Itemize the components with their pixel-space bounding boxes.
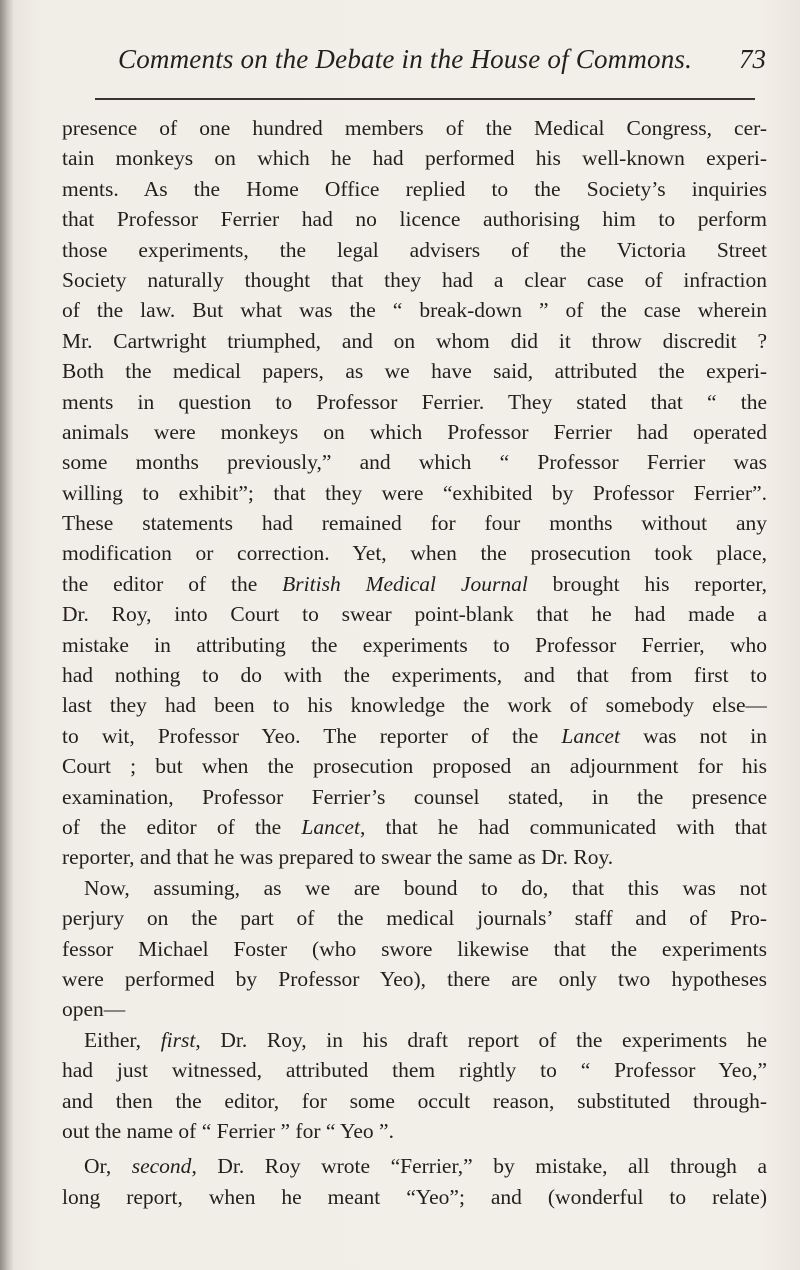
text-line: fessor Michael Foster (who swore likewise that the experiments <box>62 936 767 961</box>
header-rule <box>95 98 755 100</box>
text-line: tain monkeys on which he had performed his well-known experi- <box>62 146 767 171</box>
text-line: those experiments, the legal advisers of the Victoria Street <box>62 237 767 262</box>
emphasis-first: first <box>160 1027 196 1052</box>
body-text <box>62 113 767 1212</box>
text-line: willing to exhibit”; that they were “exhibited by Professor Ferrier”. <box>62 480 767 505</box>
text-line <box>62 569 767 599</box>
text-line: animals were monkeys on which Professor Ferrier had operated <box>62 419 767 444</box>
text-line: Court ; but when the prosecution proposed an adjournment for his <box>62 754 767 779</box>
journal-title-bmj: British Medical Journal <box>282 571 528 596</box>
text-line: reporter, and that he was prepared to swear the same as Dr. Roy. <box>62 845 614 870</box>
paragraph-start-line <box>62 1151 767 1181</box>
text-line: Society naturally thought that they had a clear case of infraction <box>62 267 767 292</box>
page-binding-edge <box>0 0 14 1270</box>
paragraph-start-line: Now, assuming, as we are bound to do, that this was not <box>84 875 767 900</box>
text-run: to wit, Professor Yeo. The reporter of the <box>62 723 562 748</box>
paragraph-start-line <box>62 1025 767 1055</box>
text-line: had nothing to do with the experiments, and that from first to <box>62 663 767 688</box>
text-line: were performed by Professor Yeo), there are only two hypotheses <box>62 966 767 991</box>
text-line: of the law. But what was the “ break-down ” of the case wherein <box>62 298 767 323</box>
text-run: , Dr. Roy wrote “Ferrier,” by mistake, all through a <box>191 1154 767 1179</box>
text-run: Either, <box>84 1027 161 1052</box>
journal-title-lancet: Lancet <box>561 723 620 748</box>
text-line: examination, Professor Ferrier’s counsel stated, in the presence <box>62 784 767 809</box>
text-run: was not in <box>619 723 767 748</box>
text-run: brought his reporter, <box>527 571 767 596</box>
text-line: ments in question to Professor Ferrier. They stated that “ the <box>62 389 767 414</box>
text-line: that Professor Ferrier had no licence authorising him to perform <box>62 207 767 232</box>
emphasis-second: second <box>131 1154 192 1179</box>
text-line: and then the editor, for some occult reason, substituted through- <box>62 1088 767 1113</box>
text-line <box>62 812 767 842</box>
text-line: perjury on the part of the medical journals’ staff and of Pro- <box>62 906 767 931</box>
text-line: mistake in attributing the experiments to Professor Ferrier, who <box>62 632 767 657</box>
text-run: the editor of the <box>62 571 283 596</box>
text-run: of the editor of the <box>62 814 302 839</box>
running-title: Comments on the Debate in the House of Commons. <box>118 44 693 74</box>
text-run: , Dr. Roy, in his draft report of the experiments he <box>195 1027 767 1052</box>
text-line: These statements had remained for four months without any <box>62 511 767 536</box>
journal-title-lancet: Lancet <box>301 814 360 839</box>
text-line: had just witnessed, attributed them rightly to “ Professor Yeo,” <box>62 1058 767 1083</box>
text-line: some months previously,” and which “ Professor Ferrier was <box>62 450 767 475</box>
page-number: 73 <box>739 44 766 74</box>
text-run: Or, <box>84 1154 132 1179</box>
text-line <box>62 721 767 751</box>
text-line: ments. As the Home Office replied to the Society’s inquiries <box>62 176 767 201</box>
text-line: long report, when he meant “Yeo”; and (wonderful to relate) <box>62 1184 767 1209</box>
text-line: modification or correction. Yet, when the prosecution took place, <box>62 541 767 566</box>
running-head <box>118 44 766 84</box>
text-line: out the name of “ Ferrier ” for “ Yeo ”. <box>62 1118 394 1143</box>
text-line: Both the medical papers, as we have said, attributed the experi- <box>62 359 767 384</box>
text-line: presence of one hundred members of the Medical Congress, cer- <box>62 116 767 140</box>
text-line: Mr. Cartwright triumphed, and on whom did it throw discredit ? <box>62 328 767 353</box>
text-run: , that he had communicated with that <box>359 814 767 839</box>
text-line: open— <box>62 997 126 1022</box>
text-line: Dr. Roy, into Court to swear point-blank that he had made a <box>62 602 767 627</box>
text-line: last they had been to his knowledge the work of somebody else— <box>62 693 767 718</box>
